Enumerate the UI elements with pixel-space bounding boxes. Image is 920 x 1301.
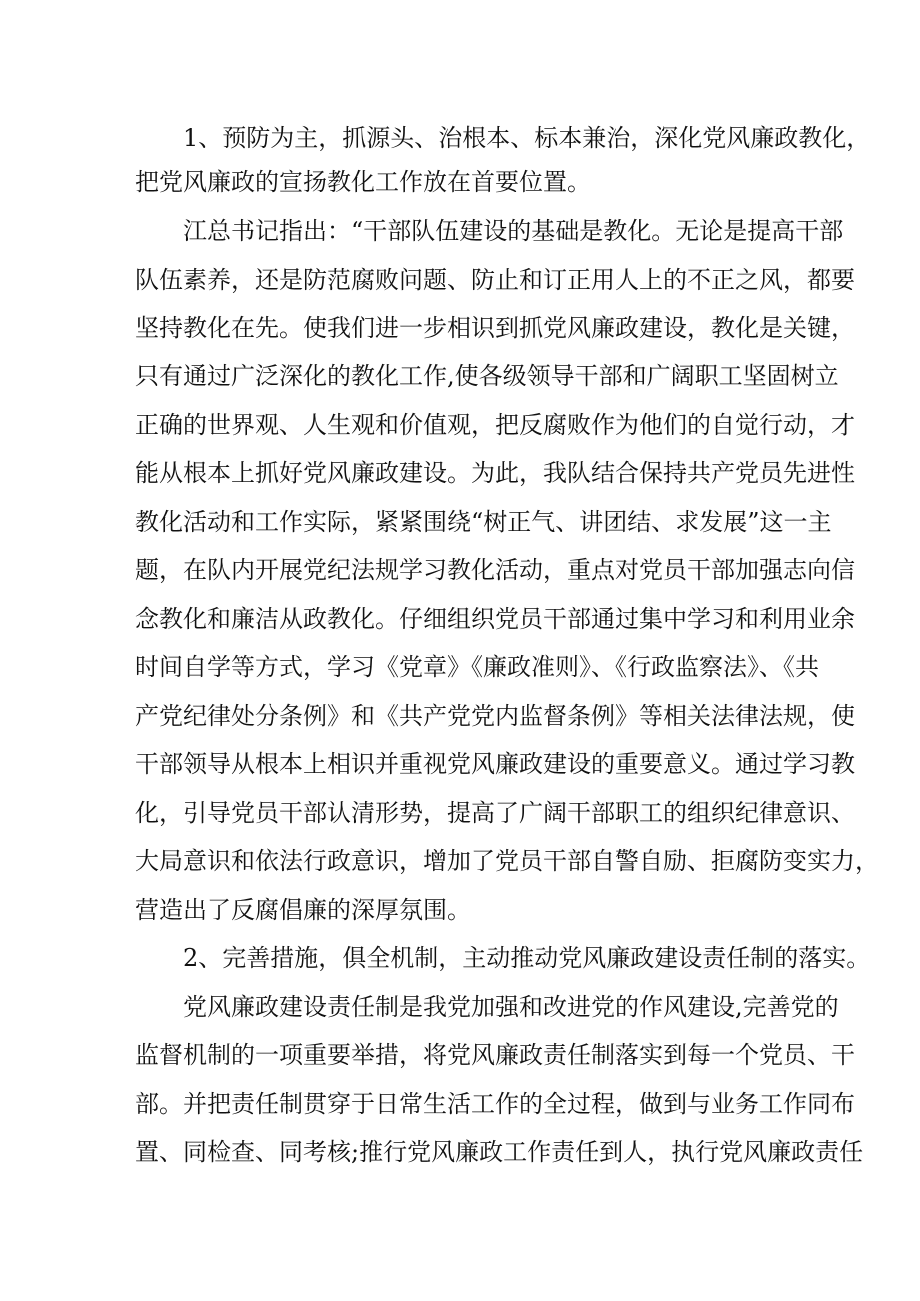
paragraph-4-line-4: 置、同检查、同考核;推行党风廉政工作责任到人，执行党风廉政责任 — [135, 1138, 864, 1166]
paragraph-2-line-6: 能从根本上抓好党风廉政建设。为此，我队结合保持共产党员先进性 — [135, 459, 855, 487]
paragraph-2-line-11: 产党纪律处分条例》和《共产党党内监督条例》等相关法律法规，使 — [135, 702, 855, 730]
paragraph-2-line-2: 队伍素养，还是防范腐败问题、防止和订正用人上的不正之风，都要 — [135, 266, 855, 294]
paragraph-2-line-13: 化，引导党员干部认清形势，提高了广阔干部职工的组织纪律意识、 — [135, 799, 855, 827]
paragraph-2-line-3: 坚持教化在先。使我们进一步相识到抓党风廉政建设，教化是关键， — [135, 314, 855, 342]
paragraph-2-line-14: 大局意识和依法行政意识，增加了党员干部自警自励、拒腐防变实力， — [135, 847, 879, 875]
paragraph-2-line-12: 干部领导从根本上相识并重视党风廉政建设的重要意义。通过学习教 — [135, 750, 855, 778]
paragraph-3-heading: 2、完善措施，俱全机制，主动推动党风廉政建设责任制的落实。 — [183, 944, 871, 972]
paragraph-4-line-1: 党风廉政建设责任制是我党加强和改进党的作风建设,完善党的 — [183, 993, 839, 1021]
paragraph-2-line-1: 江总书记指出：“干部队伍建设的基础是教化。无论是提高干部 — [183, 217, 844, 245]
paragraph-2-line-10: 时间自学等方式，学习《党章》《廉政准则》、《行政监察法》、《共 — [135, 653, 819, 681]
paragraph-4-line-3: 部。并把责任制贯穿于日常生活工作的全过程，做到与业务工作同布 — [135, 1090, 855, 1118]
paragraph-2-line-8: 题，在队内开展党纪法规学习教化活动，重点对党员干部加强志向信 — [135, 556, 855, 584]
paragraph-1-heading-line-1: 1、预防为主，抓源头、治根本、标本兼治，深化党风廉政教化， — [183, 124, 871, 152]
paragraph-2-line-5: 正确的世界观、人生观和价值观，把反腐败作为他们的自觉行动，才 — [135, 411, 855, 439]
paragraph-2-line-4: 只有通过广泛深化的教化工作,使各级领导干部和广阔职工坚固树立 — [135, 362, 839, 390]
paragraph-2-line-7: 教化活动和工作实际，紧紧围绕“树正气、讲团结、求发展”这一主 — [135, 508, 832, 536]
paragraph-4-line-2: 监督机制的一项重要举措，将党风廉政责任制落实到每一个党员、干 — [135, 1041, 855, 1069]
paragraph-2-line-15: 营造出了反腐倡廉的深厚氛围。 — [135, 896, 471, 924]
paragraph-1-heading-line-2: 把党风廉政的宣扬教化工作放在首要位置。 — [135, 168, 591, 196]
paragraph-2-line-9: 念教化和廉洁从政教化。仔细组织党员干部通过集中学习和利用业余 — [135, 605, 855, 633]
